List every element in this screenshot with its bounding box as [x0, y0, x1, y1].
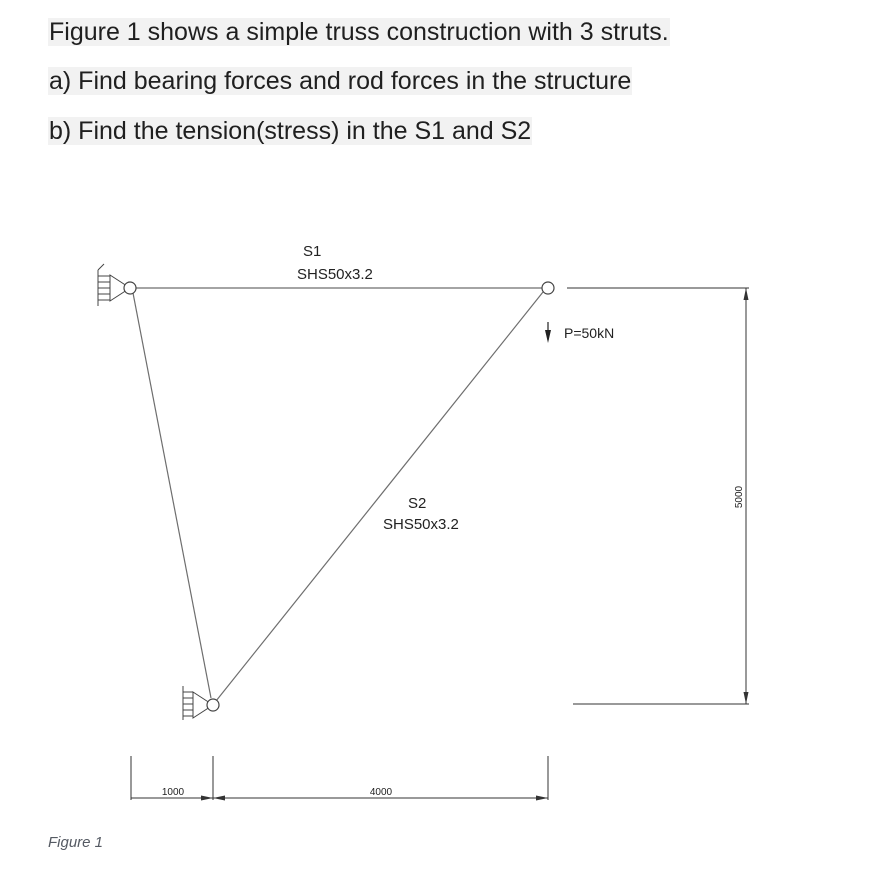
s1-section: SHS50x3.2 [297, 266, 373, 283]
horizontal-dimensions [131, 756, 548, 800]
problem-part-b: b) Find the tension(stress) in the S1 and S2 [49, 117, 532, 145]
left-offset-dimension-value: 1000 [161, 787, 185, 798]
s1-label: S1 [303, 243, 322, 260]
height-dimension [567, 288, 749, 704]
member-s3 [133, 293, 211, 698]
span-dimension-value: 4000 [369, 787, 393, 798]
load-arrow-head [545, 330, 551, 343]
height-dimension-value: 5000 [734, 485, 745, 509]
dim-arrow-span-start [213, 796, 225, 801]
dim-arrow-span-end [536, 796, 548, 801]
figure-caption: Figure 1 [48, 834, 104, 851]
problem-intro: Figure 1 shows a simple truss construction with 3 struts. [49, 18, 669, 46]
dim-arrow-left-offset [201, 796, 213, 801]
joint-top-left [124, 282, 136, 294]
member-s2 [216, 292, 543, 701]
joint-top-right [542, 282, 554, 294]
s2-section: SHS50x3.2 [383, 516, 459, 533]
height-dim-arrow-top [744, 288, 749, 300]
problem-part-a: a) Find bearing forces and rod forces in the structure [49, 67, 632, 95]
height-dim-arrow-bottom [744, 692, 749, 704]
load-label: P=50kN [564, 325, 615, 341]
joint-bottom [207, 699, 219, 711]
s2-label: S2 [408, 495, 427, 512]
